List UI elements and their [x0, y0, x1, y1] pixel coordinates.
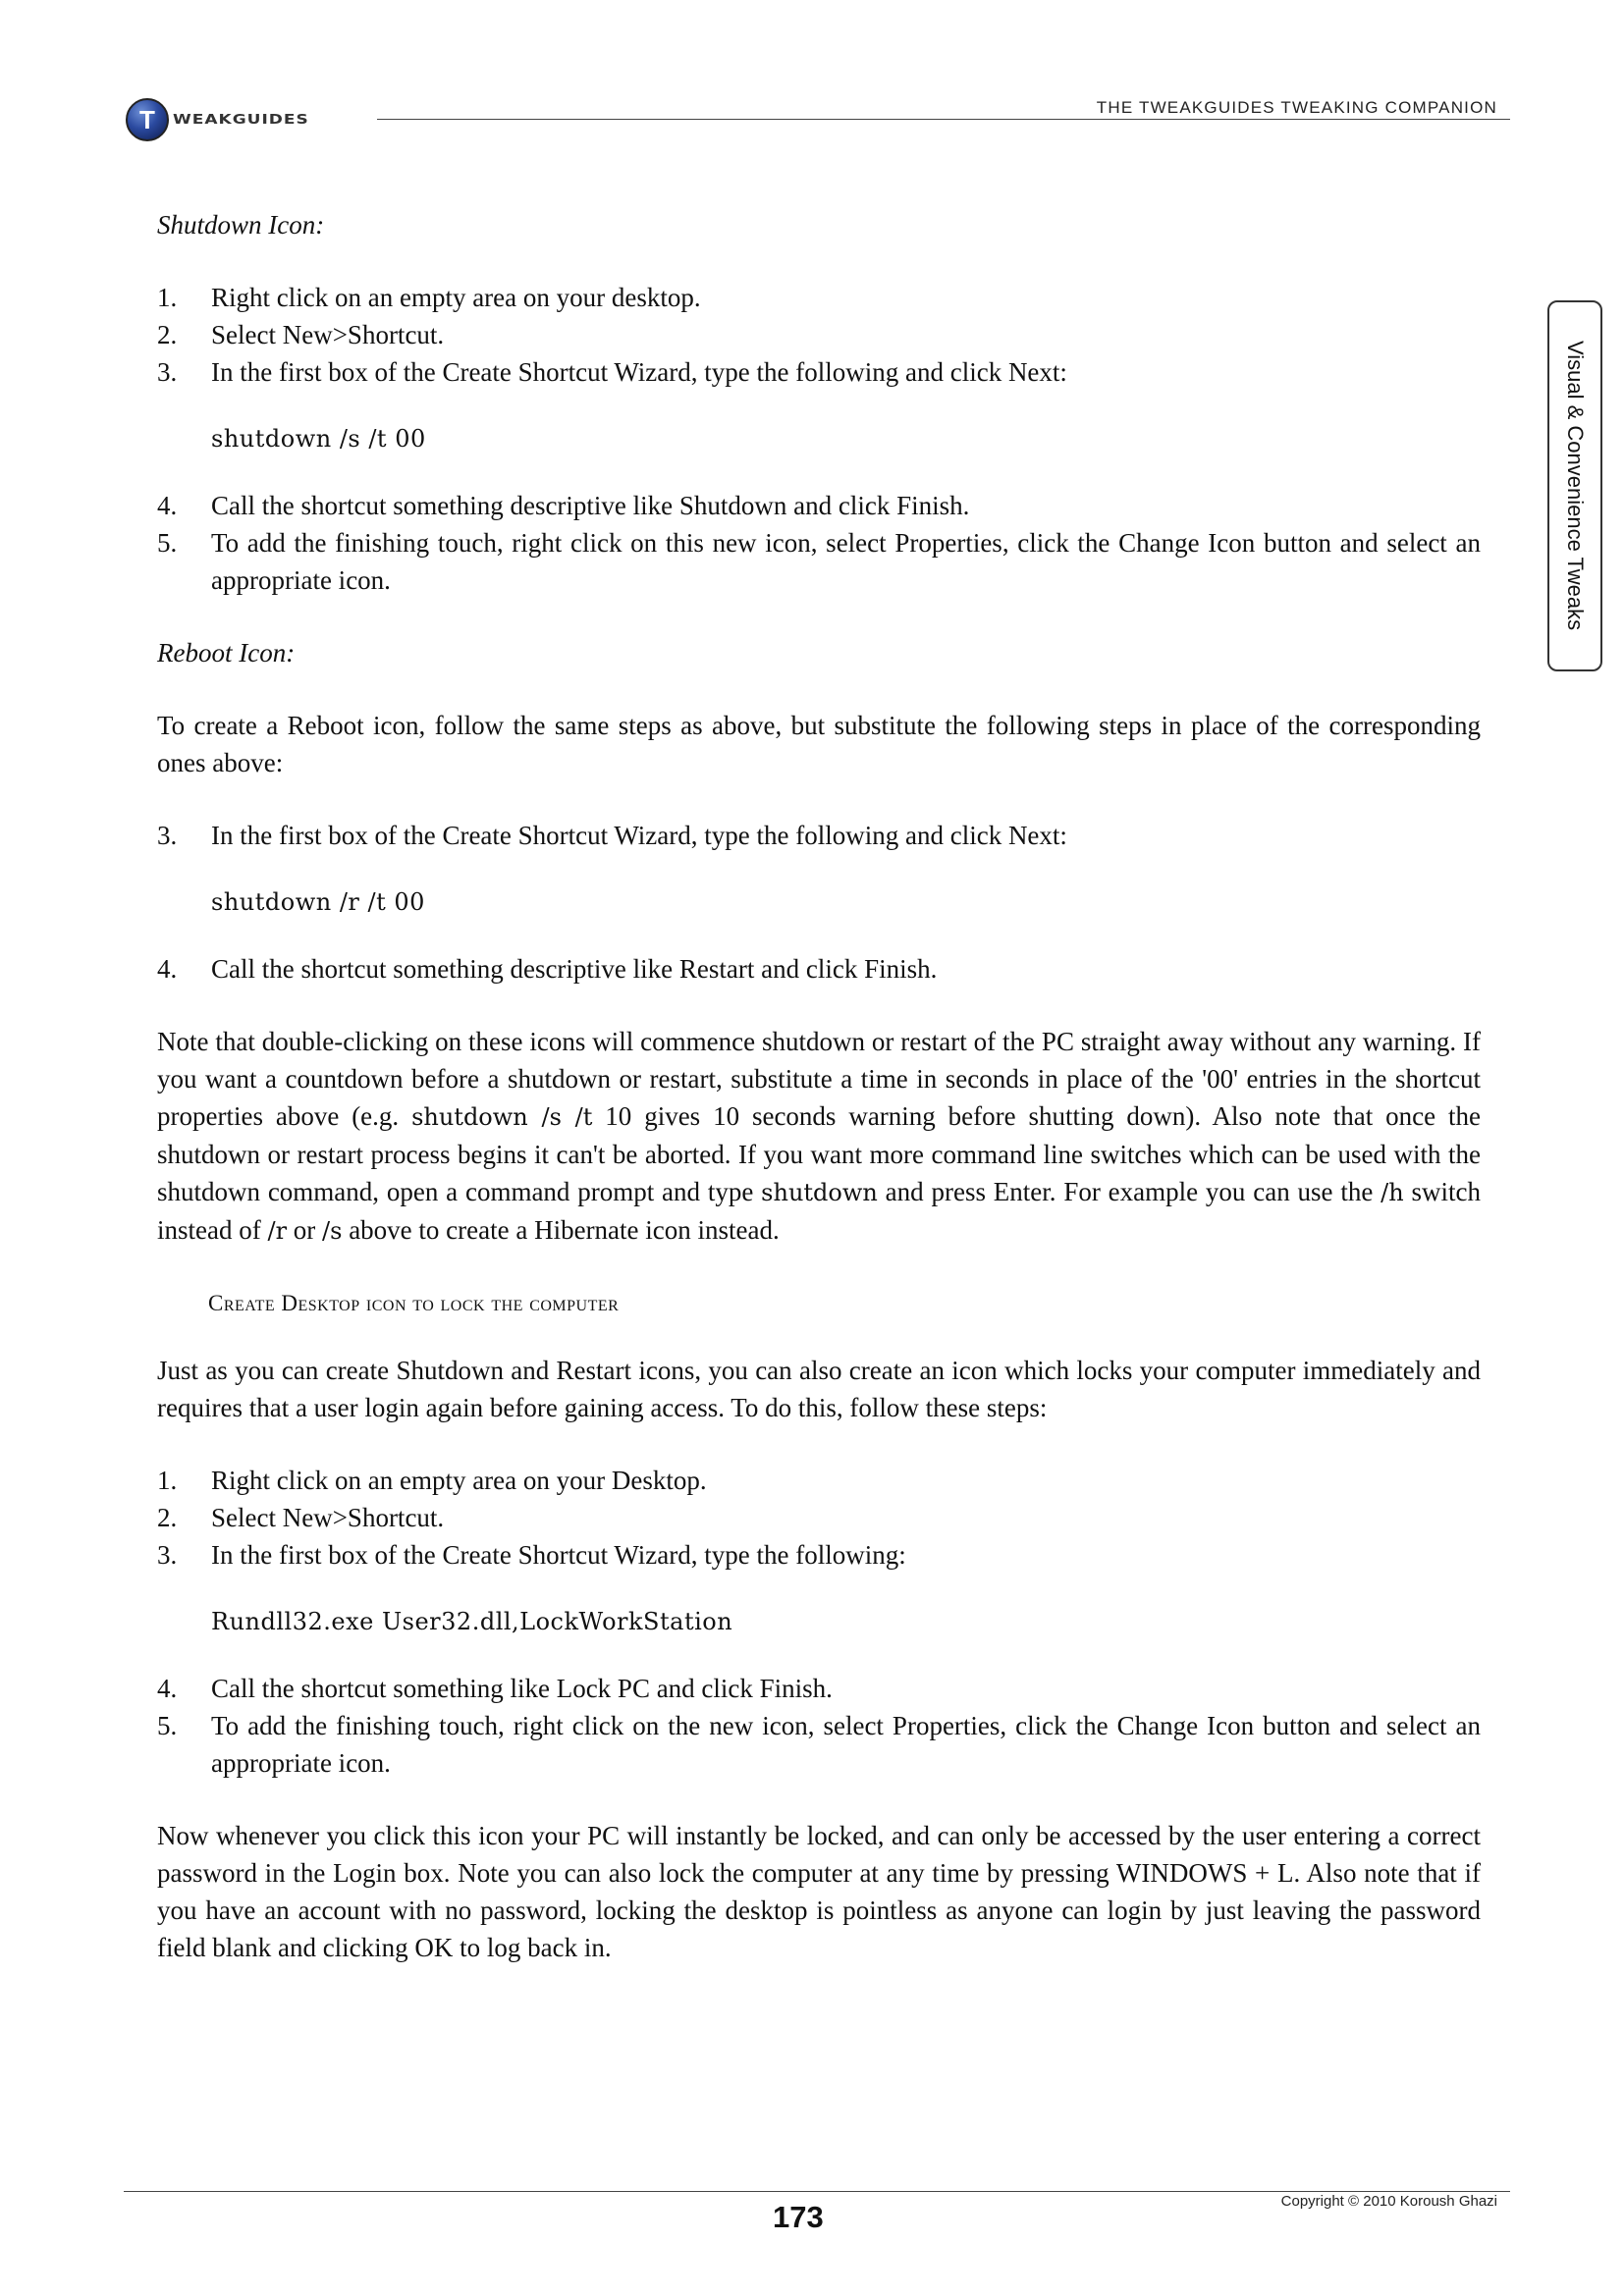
page-number: 173 — [773, 2200, 824, 2234]
inline-command: /h — [1380, 1179, 1404, 1206]
shutdown-command: shutdown /s /t 00 — [211, 425, 426, 453]
list-item: 3. In the first box of the Create Shortcut Wizard, type the following and click Next: — [157, 821, 1067, 850]
lock-steps — [157, 1462, 1481, 1574]
reboot-heading: Reboot Icon: — [157, 638, 296, 667]
list-item: 5. To add the finishing touch, right click on this new icon, select Properties, click the Change Icon button and select an appropriate icon. — [157, 528, 1481, 595]
lock-intro: Just as you can create Shutdown and Restart icons, you can also create an icon which locks your computer immediately and requires that a user login again before gaining access. To do this, follow these steps: — [157, 1356, 1481, 1422]
list-item: 4. Call the shortcut something like Lock PC and click Finish. — [157, 1674, 833, 1703]
lock-section-heading: Create Desktop icon to lock the computer — [208, 1291, 620, 1315]
header-rule — [377, 119, 1510, 120]
list-item: 3. In the first box of the Create Shortcut Wizard, type the following and click Next: — [157, 357, 1067, 387]
shutdown-heading: Shutdown Icon: — [157, 210, 325, 240]
inline-command: /s — [322, 1217, 343, 1245]
list-item: 1. Right click on an empty area on your Desktop. — [157, 1466, 707, 1495]
list-item: 2. Select New>Shortcut. — [157, 320, 445, 349]
section-side-tab — [1547, 300, 1602, 671]
shutdown-steps — [157, 279, 1481, 391]
inline-command: shutdown /s /t — [411, 1103, 593, 1131]
tweakguides-logo — [126, 96, 309, 143]
reboot-command: shutdown /r /t 00 — [211, 888, 425, 916]
reboot-steps — [157, 817, 1481, 854]
footer-rule — [124, 2191, 1510, 2192]
logo-letter: T — [139, 105, 155, 134]
copyright-notice: Copyright © 2010 Koroush Ghazi — [1280, 2193, 1497, 2210]
side-tab-label: Visual & Convenience Tweaks — [1563, 341, 1588, 631]
page-content — [157, 206, 1481, 1966]
list-item: 1. Right click on an empty area on your desktop. — [157, 283, 701, 312]
reboot-steps-continued — [157, 950, 1481, 988]
reboot-intro: To create a Reboot icon, follow the same steps as above, but substitute the following steps in place of the corresponding ones above: — [157, 711, 1481, 777]
list-item: 4. Call the shortcut something descriptive like Shutdown and click Finish. — [157, 491, 970, 520]
list-item: 2. Select New>Shortcut. — [157, 1503, 445, 1532]
list-item: 5. To add the finishing touch, right click on the new icon, select Properties, click the Change Icon button and select an appropriate icon. — [157, 1711, 1481, 1778]
inline-command: /r — [267, 1217, 288, 1245]
lock-command: Rundll32.exe User32.dll,LockWorkStation — [211, 1608, 733, 1635]
shutdown-steps-continued — [157, 487, 1481, 599]
list-item: 3. In the first box of the Create Shortcut Wizard, type the following: — [157, 1540, 906, 1570]
note-paragraph: Note that double-clicking on these icons will commence shutdown or restart of the PC straight away without any warning. If you want a countdown before a shutdown or restart, substitute a time in seconds in place of the '00' entries in the shortcut properties above (e.g. shutdown /s /t 10 gives 10 seconds warning before shutting down). Also note that once the shutdown or restart process begins it can't be aborted. If you want more command line switches which can be used with the shutdown command, open a command prompt and type shutdown and press Enter. For example you can use the /h switch instead of /r or /s above to create a Hibernate icon instead. — [157, 1027, 1482, 1245]
list-item: 4. Call the shortcut something descriptive like Restart and click Finish. — [157, 954, 938, 984]
header-title: THE TWEAKGUIDES TWEAKING COMPANION — [1096, 98, 1497, 117]
logo-text: WEAKGUIDES — [173, 112, 309, 128]
lock-outro: Now whenever you click this icon your PC will instantly be locked, and can only be accessed by the user entering a correct password in the Login box. Note you can also lock the computer at any time by pressing WINDOWS + L. Also note that if you have an account with no password, locking the desktop is pointless as anyone can login by just leaving the password field blank and clicking OK to log back in. — [157, 1821, 1481, 1962]
logo-globe-icon — [126, 98, 169, 141]
inline-command: shutdown — [761, 1179, 878, 1206]
lock-steps-continued — [157, 1670, 1481, 1782]
